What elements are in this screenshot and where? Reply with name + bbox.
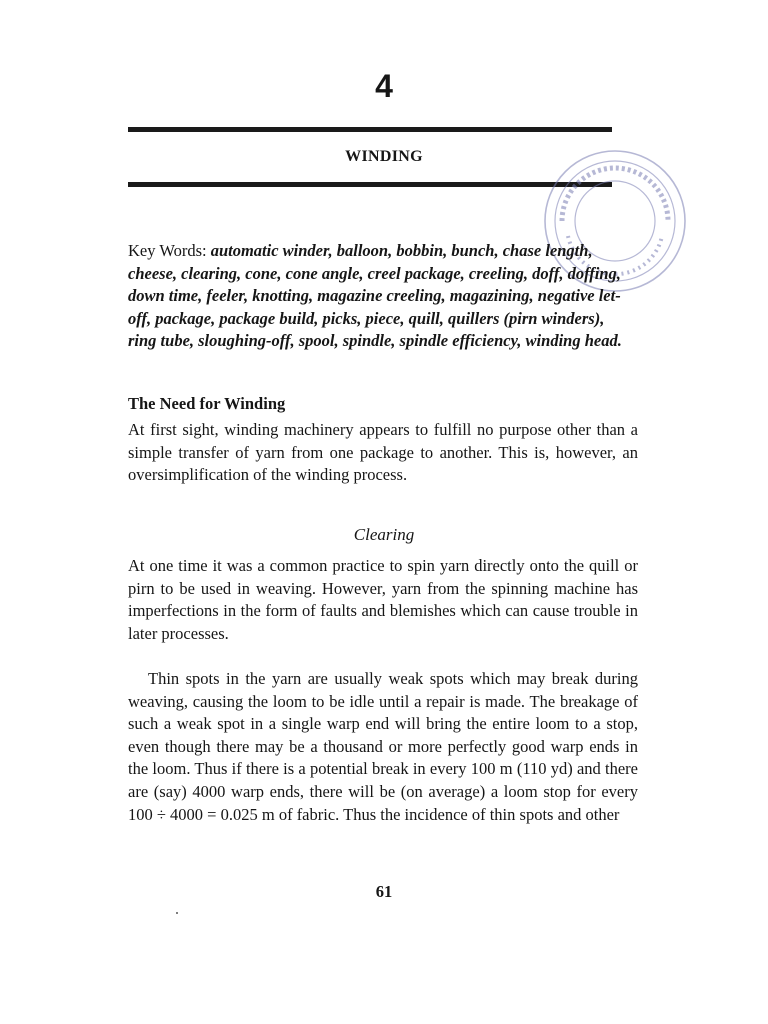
section-heading: The Need for Winding	[128, 394, 286, 413]
page-number: 61	[375, 882, 393, 901]
header-rule-top	[128, 127, 612, 132]
intro-paragraph: At first sight, winding machinery appears to fulfill no purpose other than a simple transfer of yarn from one package to another. This is, however, an oversimplification of the winding process.	[128, 420, 638, 485]
subsection-heading: Clearing	[353, 525, 415, 544]
clearing-paragraph-2: Thin spots in the yarn are usually weak spots which may break during weaving, causing the loom to be idle until a repair is made. The breakage of such a weak spot in a single warp end will bring the entire loom to a stop, even though there may be a thousand or more perfectly good warp ends in the loom. Thus if there is a potential break in every 100 m (110 yd) and there are (say) 4000 warp ends, there will be (on average) a loom stop for every 100 ÷ 4000 = 0.025 m of fabric. Thus the incidence of thin spots and other	[128, 669, 638, 824]
keywords-paragraph	[128, 240, 628, 353]
clearing-paragraph-1: At one time it was a common practice to spin yarn directly onto the quill or pirn to be used in weaving. However, yarn from the spinning machine has imperfections in the form of faults and blemishes which can cause trouble in later processes.	[128, 556, 638, 643]
keywords-label: Key Words:	[128, 241, 207, 260]
header-rule-bottom	[128, 182, 612, 187]
chapter-number: 4	[375, 68, 393, 104]
keywords-list: automatic winder, balloon, bobbin, bunch, chase length, cheese, clearing, cone, cone angle, creel package, creeling, doff, doffing, down time, feeler, knotting, magazine creeling, magazining, negative let-off, package, package build, picks, piece, quill, quillers (pirn winders), ring tube, sloughing-off, spool, spindle, spindle efficiency, winding head.	[128, 241, 622, 351]
scan-speck	[176, 912, 178, 914]
chapter-title: WINDING	[345, 148, 423, 165]
